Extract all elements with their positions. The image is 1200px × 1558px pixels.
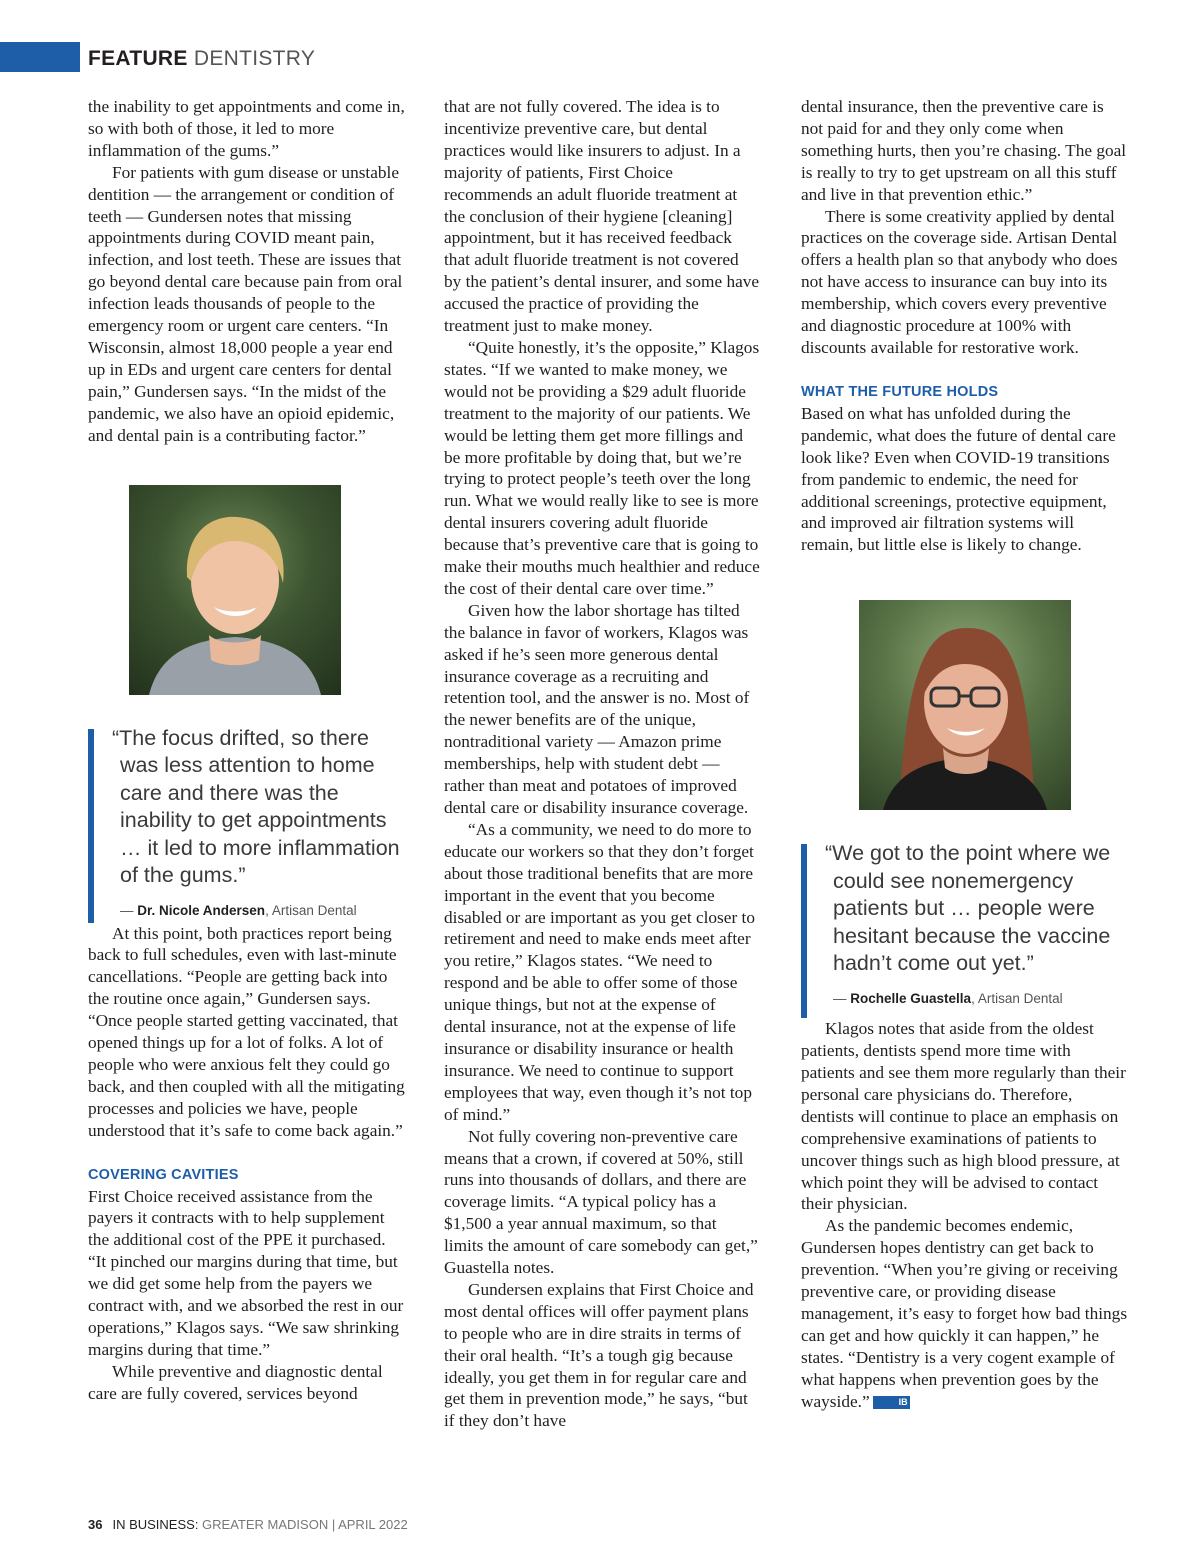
paragraph: At this point, both practices report being back to full schedules, even with last-minute cancellations. “People are getting back into the routine once again,” Gundersen says. “Once people started getting vaccinated, that opened things up for a lot of folks. A lot of people who were anxious felt they could go back, and then coupled with all the mitigating processes and policies we have, people understood that it’s safe to come back again.”	[88, 923, 405, 1140]
paragraph: “As a community, we need to do more to educate our workers so that they don’t forget about those traditional benefits that are more important in the event that you become disabled or are important as you get closer to retirement and need to make ends meet after you retire,” Klagos states. “We need to respond and be able to offer some of those unique things, but not at the expense of dental insurance, not at the expense of life insurance or disability insurance or health insurance. We need to continue to support employees that way, even though it’s not top of mind.”	[444, 819, 755, 1124]
header-kicker: FEATURE	[88, 47, 188, 70]
article-column-2	[444, 96, 760, 1432]
paragraph	[801, 1215, 1128, 1412]
quote-text: “The focus drifted, so there was less attention to home care and there was the inability to get appointments … it led to more inflammation of the gums.”	[112, 725, 400, 887]
attribution-affiliation: , Artisan Dental	[265, 902, 357, 918]
paragraph: First Choice received assistance from the payers it contracts with to help supplement the additional cost of the PPE it purchased. “It pinched our margins during that time, but we did get some help from the payers we contract with, and we absorbed the rest in our operations,” Klagos says. “We saw shrinking margins during that time.”	[88, 1186, 404, 1359]
paragraph: Given how the labor shortage has tilted the balance in favor of workers, Klagos was asked if he’s seen more generous dental insurance coverage as a recruiting and retention tool, and the answer is no. Most of the newer benefits are of the unique, nontraditional variety — Amazon prime memberships, help with student debt — rather than meat and potatoes of improved dental care or disability insurance coverage.	[444, 600, 750, 817]
paragraph: Based on what has unfolded during the pandemic, what does the future of dental care look like? Even when COVID-19 transitions from pandemic to endemic, the need for additional screenings, protective equipment, and improved air filtration systems will remain, but little else is likely to change.	[801, 403, 1116, 555]
article-column-1	[88, 96, 406, 1405]
paragraph: For patients with gum disease or unstable dentition — the arrangement or condition of teeth — Gundersen notes that missing appointments during COVID meant pain, infection, and lost teeth. These are issues that go beyond dental care because pain from oral infection leads thousands of people to the emergency room or urgent care centers. “In Wisconsin, almost 18,000 people a year end up in EDs and urgent care centers for dental pain,” Gundersen says. “In the midst of the pandemic, we also have an opioid epidemic, and dental pain is a contributing factor.”	[88, 162, 403, 445]
paragraph: While preventive and diagnostic dental care are fully covered, services beyond	[88, 1361, 383, 1403]
article-column-3	[801, 96, 1128, 1413]
paragraph: that are not fully covered. The idea is to incentivize preventive care, but dental practices would like insurers to adjust. In a majority of patients, First Choice recommends an adult fluoride treatment at the conclusion of their hygiene [cleaning] appointment, but it has received feedback that adult fluoride treatment is not covered by the patient’s dental insurer, and some have accused the practice of providing the treatment just to make money.	[444, 97, 760, 336]
portrait-photo-nicole-andersen	[129, 485, 341, 695]
paragraph: dental insurance, then the preventive care is not paid for and they only come when something hurts, then you’re chasing. The goal is really to try to get upstream on all this stuff and live in that prevention ethic.”	[801, 97, 1127, 204]
subhead: WHAT THE FUTURE HOLDS	[801, 383, 999, 400]
header-accent-bar	[0, 42, 80, 72]
paragraph: There is some creativity applied by dental practices on the coverage side. Artisan Dental offers a health plan so that anybody who does not have access to insurance can buy into its membership, which covers every preventive and diagnostic procedure at 100% with discounts available for restorative work.	[801, 206, 1118, 357]
quote-accent-bar	[88, 729, 94, 923]
attribution-dash: —	[120, 902, 138, 918]
attribution-dash: —	[833, 990, 851, 1006]
attribution-name: Rochelle Guastella	[850, 990, 972, 1006]
portrait-illustration	[859, 600, 1071, 810]
page-footer	[88, 1516, 408, 1534]
paragraph: Not fully covering non-preventive care means that a crown, if covered at 50%, still runs into thousands of dollars, and there are coverage limits. “A typical policy has a $1,500 a year annual maximum, so that limits the amount of care somebody can get,” Guastella notes.	[444, 1126, 758, 1278]
quote-accent-bar	[801, 844, 807, 1018]
subhead: COVERING CAVITIES	[88, 1166, 239, 1183]
paragraph: “Quite honestly, it’s the opposite,” Klagos states. “If we wanted to make money, we would not be providing a $29 adult fluoride treatment to the majority of our patients. We would be letting them get more fillings and be more profitable by doing that, but we’re trying to protect people’s teeth over the long run. What we would really like to see is more dental insurers covering adult fluoride because that’s preventive care that is going to make their mouths much healthier and reduce the cost of their dental care over time.”	[444, 337, 760, 598]
paragraph: Klagos notes that aside from the oldest patients, dentists spend more time with patients and see them more regularly than their personal care physicians do. Therefore, dentists will continue to place an emphasis on comprehensive examinations of patients to uncover things such as high blood pressure, at which point they will be advised to contact their physician.	[801, 1019, 1126, 1214]
quote-attribution	[112, 902, 406, 920]
pull-quote	[801, 840, 1128, 1018]
portrait-photo-rochelle-guastella	[859, 600, 1071, 810]
header-section: DENTISTRY	[193, 47, 316, 70]
paragraph: the inability to get appointments and come in, so with both of those, it led to more inflammation of the gums.”	[88, 97, 405, 160]
attribution-name: Dr. Nicole Andersen	[137, 902, 266, 918]
quote-text: “We got to the point where we could see nonemergency patients but … people were hesitant because the vaccine hadn’t come out yet.”	[825, 841, 1111, 976]
portrait-illustration	[129, 485, 341, 695]
end-mark-logo: IB	[873, 1396, 910, 1409]
paragraph: Gundersen explains that First Choice and most dental offices will offer payment plans to people who are in dire straits in terms of their oral health. “It’s a tough gig because ideally, you get them in for regular care and get them in prevention mode,” he says, “but if they don’t have	[444, 1279, 754, 1431]
publication-edition: GREATER MADISON | APRIL 2022	[198, 1517, 408, 1532]
publication-name: IN BUSINESS:	[112, 1517, 199, 1532]
pull-quote	[88, 725, 406, 923]
page-number: 36	[88, 1517, 103, 1532]
paragraph-text: As the pandemic becomes endemic, Gundersen hopes dentistry can get back to prevention. “When you’re giving or receiving preventive care, or providing disease management, it’s easy to forget how bad things can get and how quickly it can happen,” he states. “Dentistry is a very cogent example of what happens when prevention goes by the wayside.”	[801, 1216, 1128, 1411]
attribution-affiliation: , Artisan Dental	[971, 990, 1063, 1006]
quote-attribution	[825, 990, 1128, 1008]
section-header	[88, 44, 315, 74]
